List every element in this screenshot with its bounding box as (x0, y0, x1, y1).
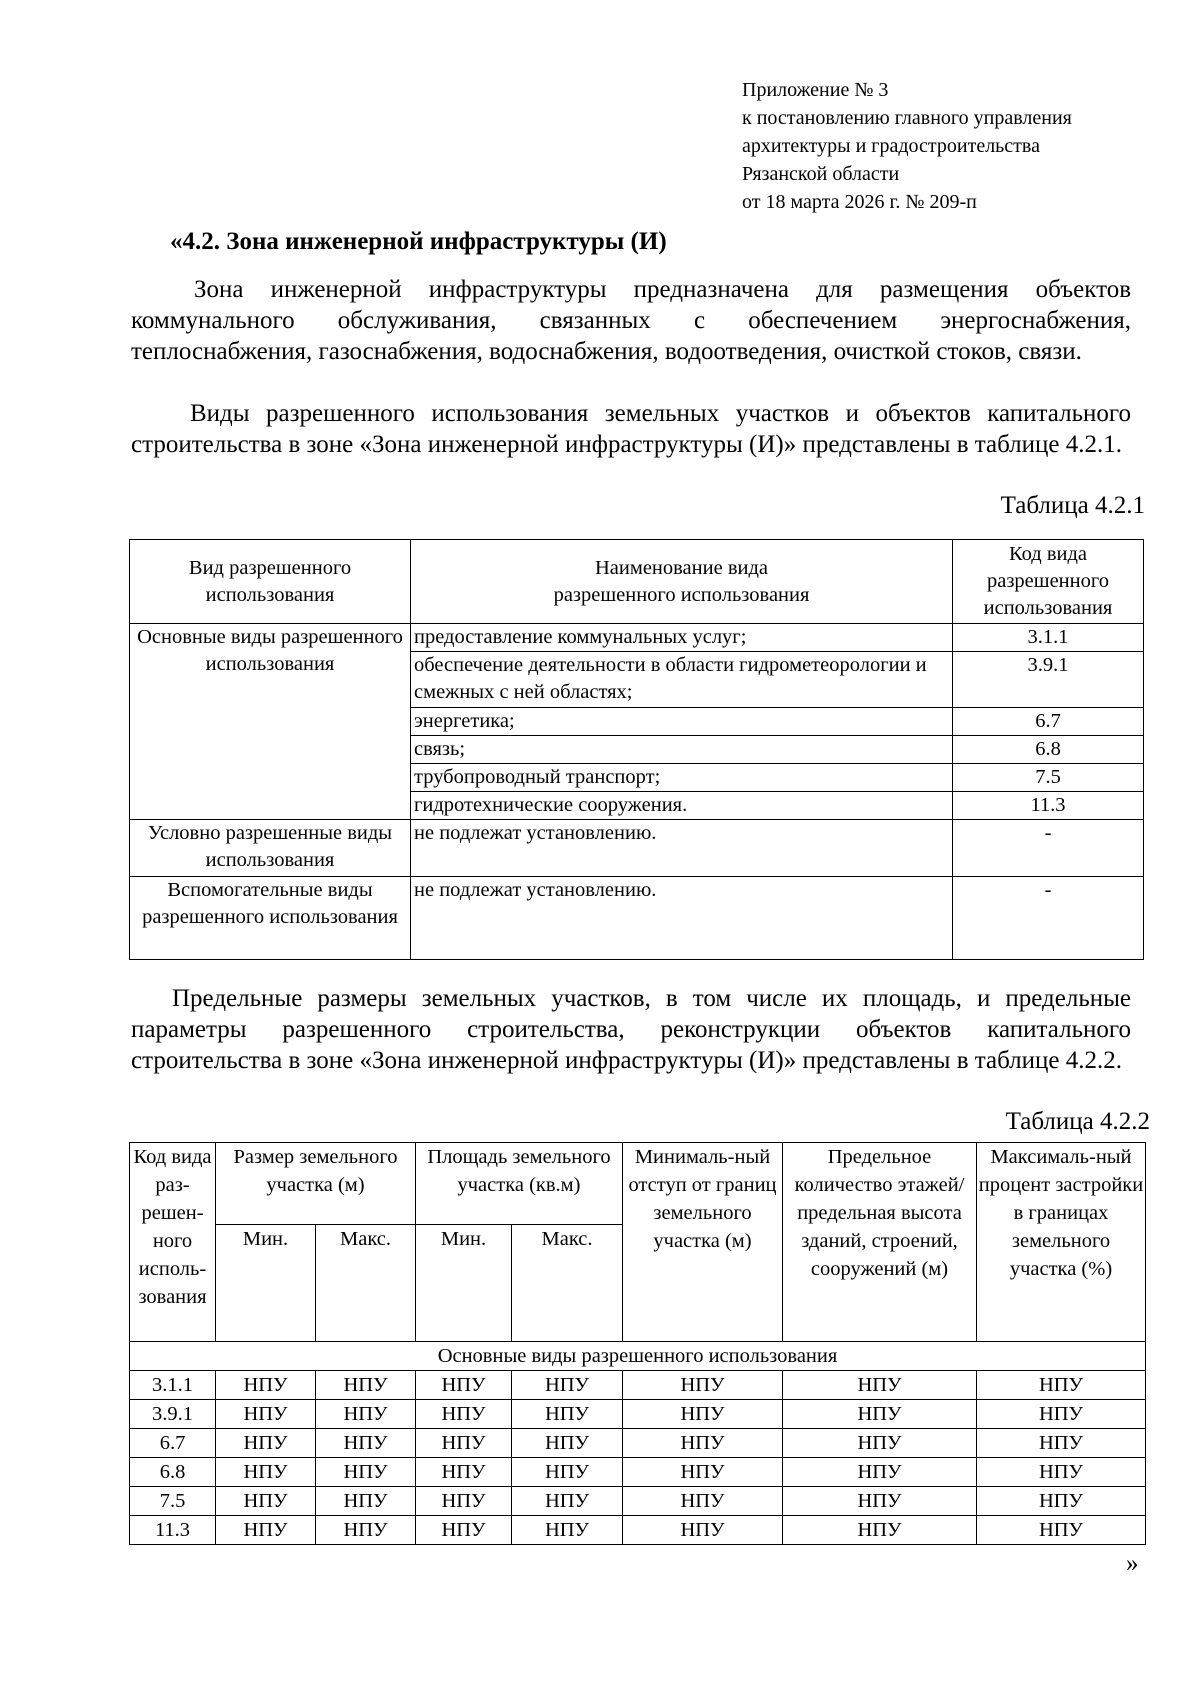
group-auxiliary-label: Вспомогательные виды разрешенного использования (130, 877, 411, 960)
header-area-max: Макс. (512, 1225, 623, 1342)
limits-table (129, 1142, 1146, 1545)
value-cell: НПУ (316, 1400, 416, 1429)
use-code: 3.1.1 (953, 624, 1144, 652)
table-row (130, 820, 1144, 877)
value-cell: НПУ (512, 1516, 623, 1545)
table-row (130, 1516, 1146, 1545)
table-row (130, 1371, 1146, 1400)
value-cell: НПУ (216, 1458, 316, 1487)
limits-intro-paragraph: Предельные размеры земельных участков, в том числе их площадь, и предельные параметры разрешенного строительства, реконструкции объектов капитального строительства в зоне «Зона инженерной инфраструктуры (И)» представлены в таблице 4.2.2. (131, 985, 1131, 1074)
value-cell: НПУ (977, 1516, 1146, 1545)
table-row (130, 1458, 1146, 1487)
header-setback: Минималь-ный отступ от границ земельного участка (м) (623, 1143, 783, 1342)
use-name: обеспечение деятельности в области гидрометеорологии и смежных с ней областях; (411, 652, 953, 708)
value-cell: НПУ (783, 1371, 977, 1400)
value-cell: НПУ (316, 1429, 416, 1458)
header-coverage: Максималь-ный процент застройки в границах земельного участка (%) (977, 1143, 1146, 1342)
value-cell: НПУ (512, 1458, 623, 1487)
appendix-line: Рязанской области (742, 163, 900, 185)
value-cell: НПУ (216, 1429, 316, 1458)
value-cell: НПУ (416, 1516, 512, 1545)
code-cell: 7.5 (130, 1487, 216, 1516)
use-name: связь; (411, 736, 953, 764)
code-cell: 11.3 (130, 1516, 216, 1545)
appendix-header (742, 76, 1072, 216)
code-cell: 6.7 (130, 1429, 216, 1458)
section-row (130, 1342, 1146, 1371)
value-cell: НПУ (216, 1371, 316, 1400)
value-cell: НПУ (783, 1516, 977, 1545)
value-cell: НПУ (623, 1487, 783, 1516)
appendix-line: Приложение № 3 (742, 79, 889, 101)
header-size-min: Мин. (216, 1225, 316, 1342)
section-label: Основные виды разрешенного использования (130, 1342, 1146, 1371)
use-name: не подлежат установлению. (411, 877, 953, 960)
use-code: 6.8 (953, 736, 1144, 764)
use-code: - (953, 820, 1144, 877)
value-cell: НПУ (783, 1400, 977, 1429)
appendix-line: от 18 марта 2026 г. № 209-п (742, 191, 977, 213)
permitted-use-table (129, 539, 1144, 960)
header-use-code: Код вида разрешенного использования (953, 540, 1144, 624)
appendix-line: архитектуры и градостроительства (742, 135, 1040, 157)
header-plot-size: Размер земельного участка (м) (216, 1143, 416, 1225)
value-cell: НПУ (416, 1400, 512, 1429)
value-cell: НПУ (216, 1487, 316, 1516)
table-row (130, 624, 1144, 652)
zone-description-paragraph: Зона инженерной инфраструктуры предназначена для размещения объектов коммунального обслуживания, связанных с обеспечением энергоснабжения, теплоснабжения, газоснабжения, водоснабжения, водоотведения, очисткой стоков, связи. (131, 276, 1131, 365)
value-cell: НПУ (512, 1487, 623, 1516)
code-cell: 3.9.1 (130, 1400, 216, 1429)
header-use-name (411, 540, 953, 624)
table-header-row (130, 540, 1144, 624)
code-cell: 6.8 (130, 1458, 216, 1487)
code-cell: 3.1.1 (130, 1371, 216, 1400)
value-cell: НПУ (977, 1400, 1146, 1429)
value-cell: НПУ (416, 1429, 512, 1458)
value-cell: НПУ (977, 1487, 1146, 1516)
value-cell: НПУ (416, 1487, 512, 1516)
value-cell: НПУ (783, 1487, 977, 1516)
use-code: 7.5 (953, 764, 1144, 792)
value-cell: НПУ (977, 1429, 1146, 1458)
section-title: «4.2. Зона инженерной инфраструктуры (И) (170, 228, 667, 255)
value-cell: НПУ (783, 1458, 977, 1487)
header-area-min: Мин. (416, 1225, 512, 1342)
use-code: 3.9.1 (953, 652, 1144, 708)
use-name: гидротехнические сооружения. (411, 792, 953, 820)
group-main-label: Основные виды разрешенного использования (130, 624, 411, 820)
table-row (130, 1487, 1146, 1516)
value-cell: НПУ (216, 1516, 316, 1545)
value-cell: НПУ (623, 1400, 783, 1429)
table-row (130, 1429, 1146, 1458)
header-code: Код вида раз-решен-ного исполь-зования (130, 1143, 216, 1342)
value-cell: НПУ (783, 1429, 977, 1458)
table-row (130, 1400, 1146, 1429)
header-use-type: Вид разрешенного использования (130, 540, 411, 624)
value-cell: НПУ (623, 1516, 783, 1545)
value-cell: НПУ (512, 1371, 623, 1400)
value-cell: НПУ (623, 1371, 783, 1400)
table-row (130, 877, 1144, 960)
header-use-name-line: разрешенного использования (553, 583, 810, 606)
use-name: предоставление коммунальных услуг; (411, 624, 953, 652)
table-intro-paragraph: Виды разрешенного использования земельных участков и объектов капитального строительства в зоне «Зона инженерной инфраструктуры (И)» представлены в таблице 4.2.1. (131, 400, 1131, 458)
value-cell: НПУ (623, 1458, 783, 1487)
value-cell: НПУ (316, 1487, 416, 1516)
use-code: 6.7 (953, 708, 1144, 736)
value-cell: НПУ (977, 1371, 1146, 1400)
header-floors: Предельное количество этажей/ предельная высота зданий, строений, сооружений (м) (783, 1143, 977, 1342)
header-use-name-line: Наименование вида (594, 556, 769, 579)
value-cell: НПУ (316, 1516, 416, 1545)
value-cell: НПУ (977, 1458, 1146, 1487)
use-name: энергетика; (411, 708, 953, 736)
value-cell: НПУ (623, 1429, 783, 1458)
use-name: трубопроводный транспорт; (411, 764, 953, 792)
use-code: - (953, 877, 1144, 960)
use-code: 11.3 (953, 792, 1144, 820)
table1-caption: Таблица 4.2.1 (1000, 492, 1145, 519)
value-cell: НПУ (512, 1429, 623, 1458)
value-cell: НПУ (316, 1371, 416, 1400)
header-plot-area: Площадь земельного участка (кв.м) (416, 1143, 623, 1225)
group-conditional-label: Условно разрешенные виды использования (130, 820, 411, 877)
use-name: не подлежат установлению. (411, 820, 953, 877)
table-header-row (130, 1143, 1146, 1225)
value-cell: НПУ (216, 1400, 316, 1429)
appendix-line: к постановлению главного управления (742, 107, 1072, 129)
table2-caption: Таблица 4.2.2 (1005, 1108, 1150, 1135)
value-cell: НПУ (512, 1400, 623, 1429)
header-size-max: Макс. (316, 1225, 416, 1342)
value-cell: НПУ (416, 1458, 512, 1487)
closing-quote: » (1126, 1550, 1139, 1577)
value-cell: НПУ (316, 1458, 416, 1487)
value-cell: НПУ (416, 1371, 512, 1400)
